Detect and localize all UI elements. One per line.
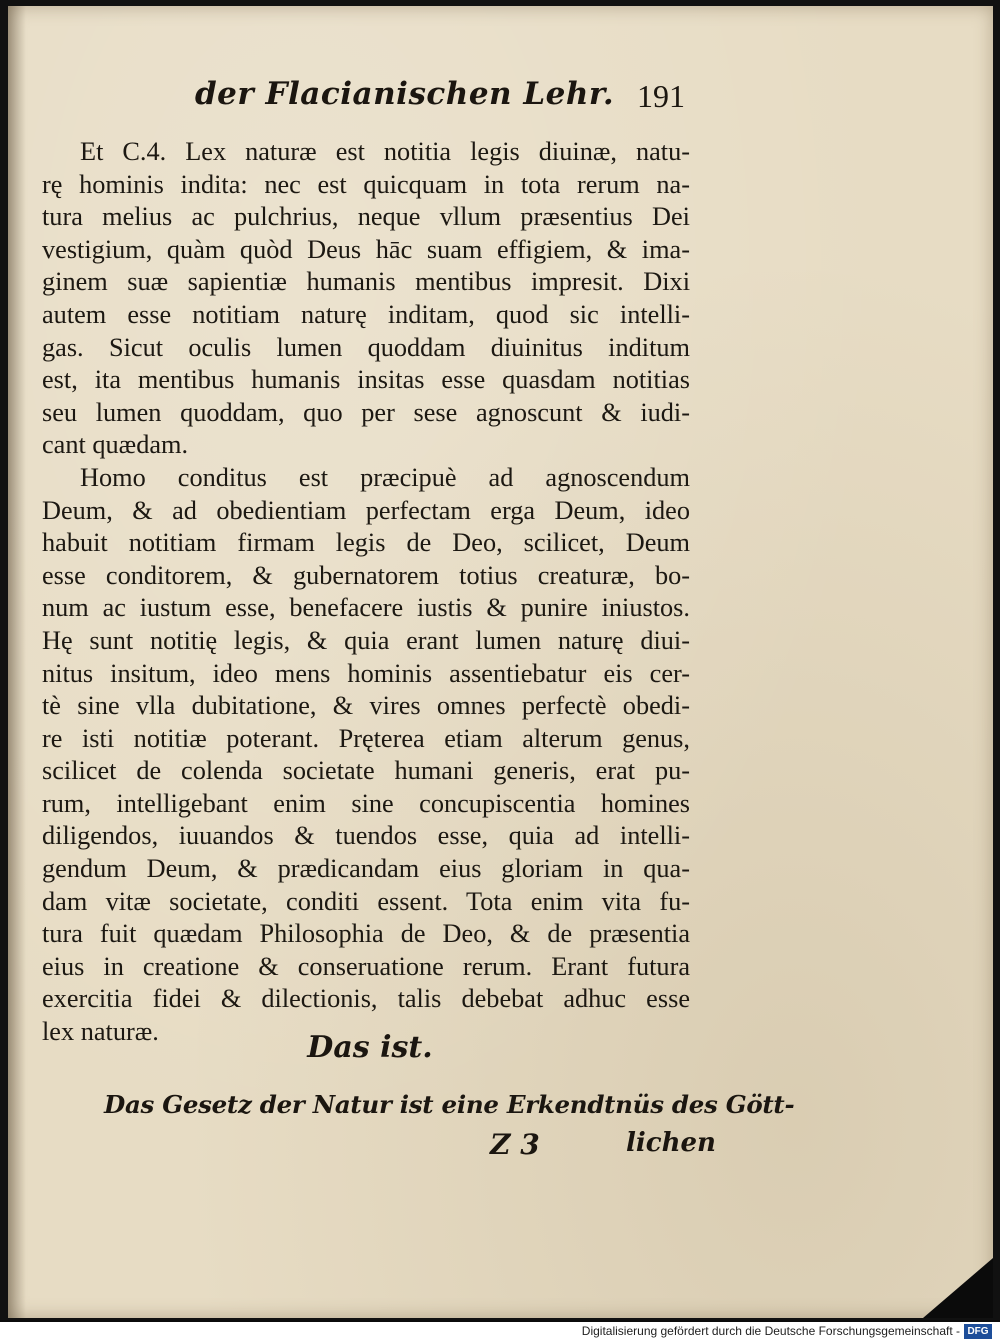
catchword: lichen [626, 1128, 716, 1158]
signature-mark: Z 3 [490, 1128, 540, 1161]
torn-corner [923, 1258, 993, 1318]
text-line: tura fuit quædam Philosophia de Deo, & de præsentia [42, 919, 690, 949]
text-line: rę hominis indita: nec est quicquam in tota rerum na- [42, 169, 690, 199]
text-line: tura melius ac pulchrius, neque vllum præsentius Dei [42, 202, 690, 232]
text-line: gas. Sicut oculis lumen quoddam diuinitus inditum [42, 332, 690, 362]
german-text-line: Das Gesetz der Natur ist eine Erkendtnüs des Gött- [104, 1090, 795, 1119]
text-line: nitus insitum, ideo mens hominis assentiebatur eis cer- [42, 658, 690, 688]
text-line: gendum Deum, & prædicandam eius gloriam in qua- [42, 854, 690, 884]
text-line: vestigium, quàm quòd Deus hāc suam effigiem, & ima- [42, 234, 690, 264]
text-line: dam vitæ societate, conditi essent. Tota enim vita fu- [42, 886, 690, 916]
page-number: 191 [637, 78, 685, 114]
dfg-logo: DFG [964, 1324, 992, 1339]
text-line: ginem suæ sapientiæ humanis mentibus impresit. Dixi [42, 267, 690, 297]
text-line: scilicet de colenda societate humani generis, erat pu- [42, 756, 690, 786]
body-text [42, 136, 690, 1049]
footer-credit-bar [0, 1322, 1000, 1342]
text-line: Et C.4. Lex naturæ est notitia legis diuinæ, natu- [80, 137, 690, 166]
text-line: lex naturæ. [42, 1017, 159, 1047]
text-line: Hę sunt notitię legis, & quia erant lumen naturę diui- [42, 625, 690, 655]
running-head [195, 76, 685, 126]
text-line: rum, intelligebant enim sine concupiscentia homines [42, 788, 690, 818]
text-line: re isti notitiæ poterant. Pręterea etiam alterum genus, [42, 723, 690, 753]
text-line: num ac iustum esse, benefacere iustis & punire iniustos. [42, 593, 690, 623]
text-line: habuit notitiam firmam legis de Deo, scilicet, Deum [42, 528, 690, 558]
funding-credit: Digitalisierung gefördert durch die Deutsche Forschungsgemeinschaft - [581, 1324, 960, 1338]
section-heading: Das ist. [307, 1030, 433, 1065]
running-title: der Flacianischen Lehr. [195, 76, 615, 112]
text-line: cant quædam. [42, 430, 189, 460]
text-line: Homo conditus est præcipuè ad agnoscendum [80, 462, 690, 492]
text-line: autem esse notitiam naturę inditam, quod sic intelli- [42, 299, 690, 329]
text-line: seu lumen quoddam, quo per sese agnoscunt & iudi- [42, 397, 690, 427]
text-line: tè sine vlla dubitatione, & vires omnes perfectè obedi- [42, 691, 690, 721]
text-line: diligendos, iuuandos & tuendos esse, quia ad intelli- [42, 821, 690, 851]
page-gutter-shadow [8, 6, 26, 1318]
text-line: est, ita mentibus humanis insitas esse quasdam notitias [42, 365, 690, 395]
text-line: Deum, & ad obedientiam perfectam erga Deum, ideo [42, 495, 690, 525]
text-line: eius in creatione & conseruatione rerum. Erant futura [42, 951, 690, 981]
text-line: esse conditorem, & gubernatorem totius creaturæ, bo- [42, 560, 690, 590]
text-line: exercitia fidei & dilectionis, talis debebat adhuc esse [42, 984, 690, 1014]
